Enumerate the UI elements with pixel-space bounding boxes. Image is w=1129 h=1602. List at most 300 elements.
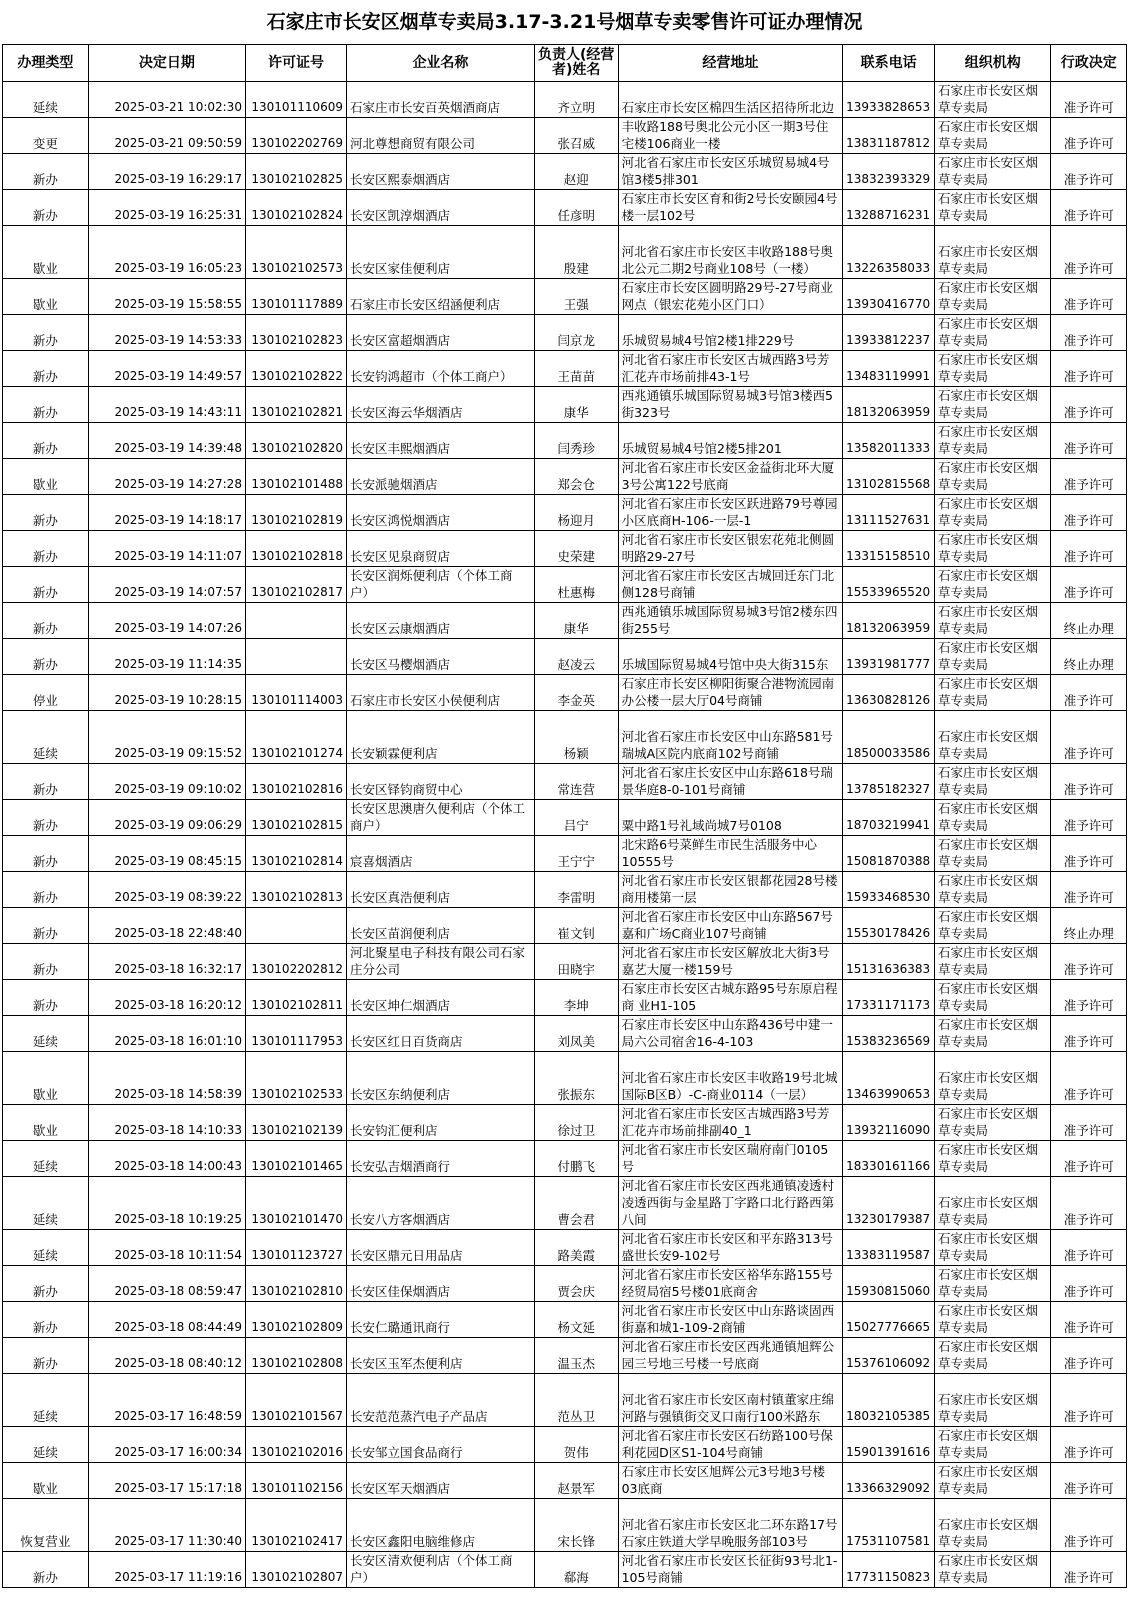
cell-phone: 13230179387 xyxy=(843,1177,935,1230)
cell-decision: 终止办理 xyxy=(1051,639,1127,675)
cell-type: 延续 xyxy=(3,1427,89,1463)
cell-decision: 准予许可 xyxy=(1051,279,1127,315)
cell-address: 河北省石家庄市长安区瑞府南门0105号 xyxy=(618,1141,843,1177)
cell-date: 2025-03-18 16:20:12 xyxy=(88,980,245,1016)
cell-name: 长安区云康烟酒店 xyxy=(347,603,535,639)
cell-type: 新办 xyxy=(3,190,89,226)
cell-org: 石家庄市长安区烟草专卖局 xyxy=(935,836,1051,872)
cell-phone: 13463990653 xyxy=(843,1052,935,1105)
cell-type: 新办 xyxy=(3,764,89,800)
table-row xyxy=(3,908,1127,944)
cell-date: 2025-03-17 11:30:40 xyxy=(88,1499,245,1552)
cell-org: 石家庄市长安区烟草专卖局 xyxy=(935,1552,1051,1588)
cell-person: 杜惠梅 xyxy=(534,567,618,603)
cell-decision: 准予许可 xyxy=(1051,836,1127,872)
cell-date: 2025-03-21 10:02:30 xyxy=(88,82,245,118)
cell-name: 长安邹立国食品商行 xyxy=(347,1427,535,1463)
cell-person: 张振东 xyxy=(534,1052,618,1105)
cell-type: 恢复营业 xyxy=(3,1499,89,1552)
cell-person: 贺伟 xyxy=(534,1427,618,1463)
cell-address: 河北省石家庄市长安区乐城贸易城4号馆3楼5排301 xyxy=(618,154,843,190)
table-row xyxy=(3,495,1127,531)
cell-name: 长安区东纳便利店 xyxy=(347,1052,535,1105)
cell-license: 130102102813 xyxy=(245,872,346,908)
cell-org: 石家庄市长安区烟草专卖局 xyxy=(935,603,1051,639)
cell-phone: 13226358033 xyxy=(843,226,935,279)
cell-date: 2025-03-19 14:27:28 xyxy=(88,459,245,495)
cell-date: 2025-03-19 16:05:23 xyxy=(88,226,245,279)
cell-name: 长安颖霖便利店 xyxy=(347,711,535,764)
cell-person: 崔文钊 xyxy=(534,908,618,944)
cell-phone: 13111527631 xyxy=(843,495,935,531)
table-row xyxy=(3,1338,1127,1374)
cell-org: 石家庄市长安区烟草专卖局 xyxy=(935,1338,1051,1374)
cell-date: 2025-03-19 16:29:17 xyxy=(88,154,245,190)
cell-phone: 18032105385 xyxy=(843,1374,935,1427)
cell-phone: 15533965520 xyxy=(843,567,935,603)
cell-license: 130102101567 xyxy=(245,1374,346,1427)
cell-org: 石家庄市长安区烟草专卖局 xyxy=(935,1141,1051,1177)
cell-decision: 准予许可 xyxy=(1051,980,1127,1016)
cell-name: 石家庄市长安区小侯便利店 xyxy=(347,675,535,711)
cell-person: 王苗苗 xyxy=(534,351,618,387)
cell-type: 新办 xyxy=(3,908,89,944)
cell-decision: 准予许可 xyxy=(1051,1052,1127,1105)
cell-person: 任彦明 xyxy=(534,190,618,226)
cell-phone: 13785182327 xyxy=(843,764,935,800)
cell-type: 新办 xyxy=(3,800,89,836)
table-row xyxy=(3,639,1127,675)
cell-type: 新办 xyxy=(3,567,89,603)
cell-org: 石家庄市长安区烟草专卖局 xyxy=(935,764,1051,800)
cell-license: 130102102809 xyxy=(245,1302,346,1338)
table-row xyxy=(3,459,1127,495)
cell-type: 延续 xyxy=(3,1230,89,1266)
cell-type: 新办 xyxy=(3,944,89,980)
table-row xyxy=(3,1374,1127,1427)
cell-type: 延续 xyxy=(3,711,89,764)
cell-decision: 准予许可 xyxy=(1051,1302,1127,1338)
cell-decision: 准予许可 xyxy=(1051,1338,1127,1374)
cell-license: 130102102816 xyxy=(245,764,346,800)
cell-address: 河北省石家庄市长安区银都花园28号楼商用楼第一层 xyxy=(618,872,843,908)
cell-date: 2025-03-19 14:07:57 xyxy=(88,567,245,603)
cell-name: 宸喜烟酒店 xyxy=(347,836,535,872)
cell-phone: 13582011333 xyxy=(843,423,935,459)
cell-org: 石家庄市长安区烟草专卖局 xyxy=(935,1266,1051,1302)
cell-phone: 13932116090 xyxy=(843,1105,935,1141)
cell-phone: 13933812237 xyxy=(843,315,935,351)
table-row xyxy=(3,944,1127,980)
cell-person: 史荣建 xyxy=(534,531,618,567)
cell-date: 2025-03-19 09:10:02 xyxy=(88,764,245,800)
cell-date: 2025-03-18 14:00:43 xyxy=(88,1141,245,1177)
cell-phone: 18330161166 xyxy=(843,1141,935,1177)
cell-org: 石家庄市长安区烟草专卖局 xyxy=(935,1230,1051,1266)
cell-license: 130102102814 xyxy=(245,836,346,872)
cell-address: 石家庄市长安区中山东路436号中建一局六公司宿舍16-4-103 xyxy=(618,1016,843,1052)
cell-date: 2025-03-17 16:00:34 xyxy=(88,1427,245,1463)
table-row xyxy=(3,1105,1127,1141)
cell-address: 河北省石家庄市长安区中山东路谈固西街嘉和城1-109-2商铺 xyxy=(618,1302,843,1338)
cell-person: 杨颖 xyxy=(534,711,618,764)
table-row xyxy=(3,1177,1127,1230)
cell-org: 石家庄市长安区烟草专卖局 xyxy=(935,531,1051,567)
cell-license: 130102101488 xyxy=(245,459,346,495)
cell-person: 付鹏飞 xyxy=(534,1141,618,1177)
cell-phone: 18703219941 xyxy=(843,800,935,836)
table-row xyxy=(3,279,1127,315)
cell-decision: 准予许可 xyxy=(1051,226,1127,279)
cell-type: 新办 xyxy=(3,531,89,567)
cell-person: 王宁宁 xyxy=(534,836,618,872)
cell-address: 河北省石家庄市长安区中山东路581号瑞城A区院内底商102号商铺 xyxy=(618,711,843,764)
cell-phone: 15901391616 xyxy=(843,1427,935,1463)
cell-decision: 准予许可 xyxy=(1051,1552,1127,1588)
cell-org: 石家庄市长安区烟草专卖局 xyxy=(935,908,1051,944)
cell-address: 粟中路1号礼域尚城7号0108 xyxy=(618,800,843,836)
table-row xyxy=(3,1230,1127,1266)
cell-license: 130101110609 xyxy=(245,82,346,118)
cell-person: 杨迎月 xyxy=(534,495,618,531)
cell-decision: 准予许可 xyxy=(1051,495,1127,531)
cell-org: 石家庄市长安区烟草专卖局 xyxy=(935,118,1051,154)
cell-type: 新办 xyxy=(3,351,89,387)
cell-address: 河北省石家庄市长安区古城西路3号芳汇花卉市场前排副40_1 xyxy=(618,1105,843,1141)
cell-org: 石家庄市长安区烟草专卖局 xyxy=(935,351,1051,387)
cell-decision: 准予许可 xyxy=(1051,567,1127,603)
cell-license: 130102102807 xyxy=(245,1552,346,1588)
cell-person: 赵迎 xyxy=(534,154,618,190)
cell-date: 2025-03-19 14:07:26 xyxy=(88,603,245,639)
cell-decision: 准予许可 xyxy=(1051,1141,1127,1177)
cell-name: 长安区丰熙烟酒店 xyxy=(347,423,535,459)
table-row xyxy=(3,711,1127,764)
cell-license: 130102102817 xyxy=(245,567,346,603)
cell-license: 130102102819 xyxy=(245,495,346,531)
table-row xyxy=(3,315,1127,351)
table-row xyxy=(3,226,1127,279)
cell-address: 河北省石家庄市长安区西兆通镇凌透村凌透西街与金星路丁字路口北行路西第八间 xyxy=(618,1177,843,1230)
table-row xyxy=(3,1266,1127,1302)
cell-name: 长安区鸿悦烟酒店 xyxy=(347,495,535,531)
cell-phone: 17531107581 xyxy=(843,1499,935,1552)
cell-person: 徐过卫 xyxy=(534,1105,618,1141)
cell-name: 长安区铎钧商贸中心 xyxy=(347,764,535,800)
cell-org: 石家庄市长安区烟草专卖局 xyxy=(935,800,1051,836)
cell-name: 石家庄市长安区绍涵便利店 xyxy=(347,279,535,315)
cell-date: 2025-03-19 14:39:48 xyxy=(88,423,245,459)
cell-phone: 13483119991 xyxy=(843,351,935,387)
cell-name: 长安区清欢便利店（个体工商户） xyxy=(347,1552,535,1588)
cell-org: 石家庄市长安区烟草专卖局 xyxy=(935,1463,1051,1499)
cell-decision: 准予许可 xyxy=(1051,351,1127,387)
cell-name: 河北聚星电子科技有限公司石家庄分公司 xyxy=(347,944,535,980)
cell-type: 新办 xyxy=(3,980,89,1016)
cell-name: 长安区鑫阳电脑维修店 xyxy=(347,1499,535,1552)
cell-license: 130102102808 xyxy=(245,1338,346,1374)
table-row xyxy=(3,531,1127,567)
cell-phone: 18132063959 xyxy=(843,603,935,639)
cell-decision: 准予许可 xyxy=(1051,1427,1127,1463)
cell-name: 长安区鼎元日用品店 xyxy=(347,1230,535,1266)
cell-person: 宋长锋 xyxy=(534,1499,618,1552)
cell-person: 闫秀珍 xyxy=(534,423,618,459)
cell-license: 130102202769 xyxy=(245,118,346,154)
cell-org: 石家庄市长安区烟草专卖局 xyxy=(935,872,1051,908)
cell-decision: 准予许可 xyxy=(1051,531,1127,567)
cell-license: 130101117889 xyxy=(245,279,346,315)
cell-decision: 准予许可 xyxy=(1051,1177,1127,1230)
cell-address: 河北省石家庄市长安区金益街北环大厦3号公寓122号底商 xyxy=(618,459,843,495)
cell-license: 130102202812 xyxy=(245,944,346,980)
cell-person: 常连营 xyxy=(534,764,618,800)
cell-type: 新办 xyxy=(3,1302,89,1338)
cell-type: 延续 xyxy=(3,1177,89,1230)
cell-phone: 13288716231 xyxy=(843,190,935,226)
cell-address: 丰收路188号奥北公元小区一期3号住宅楼106商业一楼 xyxy=(618,118,843,154)
cell-phone: 15081870388 xyxy=(843,836,935,872)
cell-person: 李坤 xyxy=(534,980,618,1016)
table-row xyxy=(3,1552,1127,1588)
header-org: 组织机构 xyxy=(935,45,1051,82)
cell-license: 130102101274 xyxy=(245,711,346,764)
cell-license: 130102102821 xyxy=(245,387,346,423)
cell-person: 杨文延 xyxy=(534,1302,618,1338)
cell-phone: 13383119587 xyxy=(843,1230,935,1266)
license-table xyxy=(2,44,1127,1588)
cell-decision: 准予许可 xyxy=(1051,190,1127,226)
cell-date: 2025-03-18 08:59:47 xyxy=(88,1266,245,1302)
cell-org: 石家庄市长安区烟草专卖局 xyxy=(935,980,1051,1016)
cell-type: 歇业 xyxy=(3,226,89,279)
cell-name: 长安区凯淳烟酒店 xyxy=(347,190,535,226)
table-row xyxy=(3,764,1127,800)
cell-decision: 准予许可 xyxy=(1051,459,1127,495)
cell-decision: 准予许可 xyxy=(1051,154,1127,190)
cell-phone: 15930815060 xyxy=(843,1266,935,1302)
cell-name: 长安区玉军杰便利店 xyxy=(347,1338,535,1374)
table-row xyxy=(3,351,1127,387)
cell-person: 康华 xyxy=(534,387,618,423)
table-row xyxy=(3,836,1127,872)
cell-date: 2025-03-18 22:48:40 xyxy=(88,908,245,944)
table-row xyxy=(3,82,1127,118)
cell-phone: 13931981777 xyxy=(843,639,935,675)
cell-license: 130102102811 xyxy=(245,980,346,1016)
header-date: 决定日期 xyxy=(88,45,245,82)
cell-phone: 13630828126 xyxy=(843,675,935,711)
cell-person: 李金英 xyxy=(534,675,618,711)
cell-name: 长安钧汇便利店 xyxy=(347,1105,535,1141)
cell-address: 乐城贸易城4号馆2楼5排201 xyxy=(618,423,843,459)
table-row xyxy=(3,118,1127,154)
cell-date: 2025-03-19 14:49:57 xyxy=(88,351,245,387)
cell-person: 贾会庆 xyxy=(534,1266,618,1302)
cell-type: 变更 xyxy=(3,118,89,154)
cell-license: 130102102822 xyxy=(245,351,346,387)
cell-address: 河北省石家庄市长安区丰收路19号北城国际B区B）-C-商业0114（一层） xyxy=(618,1052,843,1105)
cell-date: 2025-03-18 16:01:10 xyxy=(88,1016,245,1052)
cell-type: 新办 xyxy=(3,387,89,423)
cell-address: 河北省石家庄市长安区中山东路567号嘉和广场C商业107号商铺 xyxy=(618,908,843,944)
header-type: 办理类型 xyxy=(3,45,89,82)
cell-phone: 15376106092 xyxy=(843,1338,935,1374)
page-title: 石家庄市长安区烟草专卖局3.17-3.21号烟草专卖零售许可证办理情况 xyxy=(266,11,863,33)
cell-address: 河北省石家庄市长安区西兆通镇旭辉公园三号地三号楼一号底商 xyxy=(618,1338,843,1374)
cell-date: 2025-03-18 10:19:25 xyxy=(88,1177,245,1230)
header-name: 企业名称 xyxy=(347,45,535,82)
cell-date: 2025-03-19 14:11:07 xyxy=(88,531,245,567)
table-row xyxy=(3,387,1127,423)
cell-date: 2025-03-19 11:14:35 xyxy=(88,639,245,675)
header-address: 经营地址 xyxy=(618,45,843,82)
cell-type: 新办 xyxy=(3,872,89,908)
cell-name: 长安区军天烟酒店 xyxy=(347,1463,535,1499)
cell-type: 新办 xyxy=(3,1266,89,1302)
cell-license xyxy=(245,603,346,639)
cell-type: 新办 xyxy=(3,1552,89,1588)
cell-address: 河北省石家庄市长安区跃进路79号尊园小区底商H-106-一层-1 xyxy=(618,495,843,531)
table-row xyxy=(3,675,1127,711)
cell-date: 2025-03-19 08:45:15 xyxy=(88,836,245,872)
header-decision: 行政决定 xyxy=(1051,45,1127,82)
cell-date: 2025-03-18 08:44:49 xyxy=(88,1302,245,1338)
cell-date: 2025-03-18 08:40:12 xyxy=(88,1338,245,1374)
cell-type: 歇业 xyxy=(3,279,89,315)
cell-date: 2025-03-18 10:11:54 xyxy=(88,1230,245,1266)
cell-type: 停业 xyxy=(3,675,89,711)
cell-address: 乐城国际贸易城4号馆中央大街315东 xyxy=(618,639,843,675)
cell-address: 河北省石家庄市长安区长征街93号北1-105号商铺 xyxy=(618,1552,843,1588)
cell-license xyxy=(245,908,346,944)
cell-date: 2025-03-19 16:25:31 xyxy=(88,190,245,226)
cell-name: 石家庄市长安百英烟酒商店 xyxy=(347,82,535,118)
cell-type: 延续 xyxy=(3,1016,89,1052)
cell-org: 石家庄市长安区烟草专卖局 xyxy=(935,1302,1051,1338)
cell-license: 130102102825 xyxy=(245,154,346,190)
cell-phone: 17331171173 xyxy=(843,980,935,1016)
cell-type: 新办 xyxy=(3,315,89,351)
cell-phone: 18132063959 xyxy=(843,387,935,423)
cell-person: 郑会仓 xyxy=(534,459,618,495)
cell-decision: 准予许可 xyxy=(1051,1266,1127,1302)
cell-decision: 准予许可 xyxy=(1051,764,1127,800)
cell-address: 石家庄市长安区古城东路95号东原启程商 业H1-105 xyxy=(618,980,843,1016)
cell-name: 长安范范蒸汽电子产品店 xyxy=(347,1374,535,1427)
cell-decision: 准予许可 xyxy=(1051,1105,1127,1141)
cell-org: 石家庄市长安区烟草专卖局 xyxy=(935,639,1051,675)
cell-address: 石家庄市长安区旭辉公元3号地3号楼03底商 xyxy=(618,1463,843,1499)
cell-org: 石家庄市长安区烟草专卖局 xyxy=(935,1052,1051,1105)
cell-date: 2025-03-18 16:32:17 xyxy=(88,944,245,980)
cell-person: 齐立明 xyxy=(534,82,618,118)
cell-person: 康华 xyxy=(534,603,618,639)
cell-person: 吕宁 xyxy=(534,800,618,836)
cell-org: 石家庄市长安区烟草专卖局 xyxy=(935,459,1051,495)
cell-person: 殷建 xyxy=(534,226,618,279)
cell-type: 新办 xyxy=(3,639,89,675)
cell-date: 2025-03-19 09:15:52 xyxy=(88,711,245,764)
cell-license xyxy=(245,639,346,675)
table-row xyxy=(3,1302,1127,1338)
cell-date: 2025-03-18 14:10:33 xyxy=(88,1105,245,1141)
cell-address: 河北省石家庄长安区中山东路618号瑞景华庭8-0-101号商铺 xyxy=(618,764,843,800)
cell-name: 长安弘吉烟酒商行 xyxy=(347,1141,535,1177)
cell-date: 2025-03-19 14:53:33 xyxy=(88,315,245,351)
cell-address: 北宋路6号菜鲜生市民生活服务中心10555号 xyxy=(618,836,843,872)
cell-address: 石家庄市长安区育和街2号长安颐园4号楼一层102号 xyxy=(618,190,843,226)
cell-address: 石家庄市长安区棉四生活区招待所北边 xyxy=(618,82,843,118)
cell-type: 新办 xyxy=(3,603,89,639)
cell-decision: 终止办理 xyxy=(1051,908,1127,944)
cell-org: 石家庄市长安区烟草专卖局 xyxy=(935,567,1051,603)
table-row xyxy=(3,872,1127,908)
cell-type: 新办 xyxy=(3,836,89,872)
cell-decision: 准予许可 xyxy=(1051,118,1127,154)
table-row xyxy=(3,800,1127,836)
cell-license: 130102102823 xyxy=(245,315,346,351)
table-row xyxy=(3,423,1127,459)
cell-decision: 准予许可 xyxy=(1051,944,1127,980)
cell-date: 2025-03-19 14:18:17 xyxy=(88,495,245,531)
cell-type: 延续 xyxy=(3,1374,89,1427)
cell-org: 石家庄市长安区烟草专卖局 xyxy=(935,82,1051,118)
header-row xyxy=(3,45,1127,82)
cell-date: 2025-03-17 16:48:59 xyxy=(88,1374,245,1427)
cell-person: 李雷明 xyxy=(534,872,618,908)
cell-org: 石家庄市长安区烟草专卖局 xyxy=(935,315,1051,351)
cell-decision: 准予许可 xyxy=(1051,82,1127,118)
cell-license: 130102102573 xyxy=(245,226,346,279)
cell-address: 河北省石家庄市长安区北二环东路17号石家庄铁道大学早晚服务部103号 xyxy=(618,1499,843,1552)
cell-decision: 准予许可 xyxy=(1051,711,1127,764)
cell-decision: 准予许可 xyxy=(1051,1499,1127,1552)
cell-phone: 13933828653 xyxy=(843,82,935,118)
table-row xyxy=(3,567,1127,603)
cell-org: 石家庄市长安区烟草专卖局 xyxy=(935,387,1051,423)
cell-address: 西兆通镇乐城国际贸易城3号馆2楼东四街255号 xyxy=(618,603,843,639)
cell-org: 石家庄市长安区烟草专卖局 xyxy=(935,1016,1051,1052)
cell-person: 王强 xyxy=(534,279,618,315)
cell-address: 石家庄市长安区圆明路29号-27号商业网点（银宏花苑小区门口） xyxy=(618,279,843,315)
table-row xyxy=(3,1499,1127,1552)
cell-org: 石家庄市长安区烟草专卖局 xyxy=(935,495,1051,531)
cell-person: 赵景军 xyxy=(534,1463,618,1499)
cell-type: 新办 xyxy=(3,1338,89,1374)
cell-address: 河北省石家庄市长安区南村镇董家庄绵河路与强镇街交叉口南行100米路东 xyxy=(618,1374,843,1427)
cell-decision: 准予许可 xyxy=(1051,315,1127,351)
cell-org: 石家庄市长安区烟草专卖局 xyxy=(935,1105,1051,1141)
cell-decision: 准予许可 xyxy=(1051,387,1127,423)
cell-org: 石家庄市长安区烟草专卖局 xyxy=(935,1374,1051,1427)
cell-type: 歇业 xyxy=(3,1052,89,1105)
cell-name: 长安区熙泰烟酒店 xyxy=(347,154,535,190)
table-row xyxy=(3,980,1127,1016)
cell-org: 石家庄市长安区烟草专卖局 xyxy=(935,423,1051,459)
cell-person: 路美霞 xyxy=(534,1230,618,1266)
cell-address: 河北省石家庄市长安区裕华东路155号经贸局宿5号楼01底商舍 xyxy=(618,1266,843,1302)
cell-license: 130101102156 xyxy=(245,1463,346,1499)
cell-type: 新办 xyxy=(3,423,89,459)
cell-decision: 准予许可 xyxy=(1051,423,1127,459)
cell-phone: 13930416770 xyxy=(843,279,935,315)
cell-type: 延续 xyxy=(3,1141,89,1177)
cell-date: 2025-03-19 09:06:29 xyxy=(88,800,245,836)
cell-decision: 终止办理 xyxy=(1051,603,1127,639)
cell-address: 河北省石家庄市长安区古城回迁东门北侧128号商铺 xyxy=(618,567,843,603)
cell-date: 2025-03-19 14:43:11 xyxy=(88,387,245,423)
